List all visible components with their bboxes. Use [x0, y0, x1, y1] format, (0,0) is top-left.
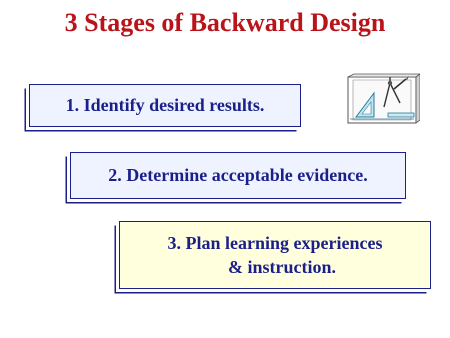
stage-3-label-line1: 3. Plan learning experiences — [167, 233, 383, 253]
stage-1-box — [29, 84, 301, 127]
stage-2-label: 2. Determine acceptable evidence. — [108, 165, 368, 185]
stage-1-label: 1. Identify desired results. — [65, 95, 265, 115]
stage-2-box — [70, 152, 406, 199]
drafting-tools-icon — [344, 73, 420, 127]
page-title: 3 Stages of Backward Design — [64, 8, 386, 37]
stage-3-label-line2: & instruction. — [228, 257, 336, 277]
stage-3-box — [119, 221, 431, 289]
